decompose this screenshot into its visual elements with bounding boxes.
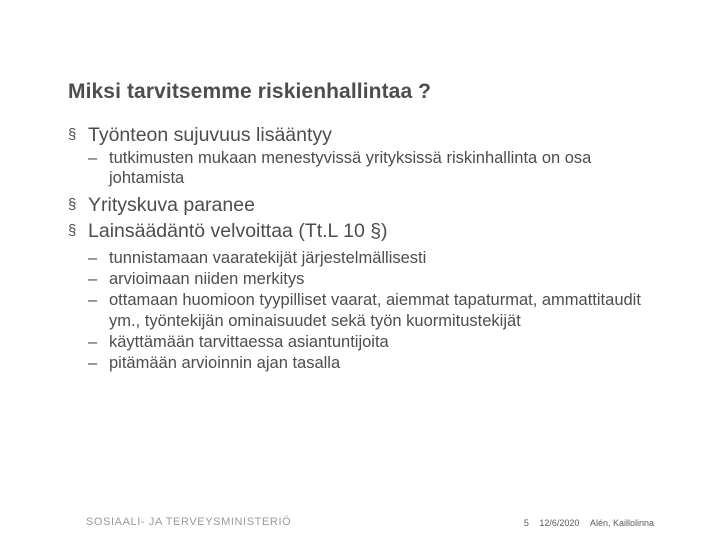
sub-bullet-text: käyttämään tarvittaessa asiantuntijoita bbox=[109, 333, 389, 351]
dash-bullet-icon: – bbox=[88, 249, 98, 267]
sub-bullet-item bbox=[68, 148, 668, 188]
sub-bullet-text: tutkimusten mukaan menestyvissä yrityksissä riskinhallinta on osa johtamista bbox=[109, 149, 592, 187]
sub-bullet-item bbox=[68, 353, 668, 374]
sub-bullet-item bbox=[68, 290, 668, 332]
bullet-item bbox=[68, 218, 668, 244]
dash-bullet-icon: – bbox=[88, 149, 98, 167]
section-bullet-icon: § bbox=[68, 196, 77, 213]
ministry-logo: SOSIAALI- JA TERVEYSMINISTERIÖ bbox=[86, 516, 292, 528]
section-bullet-icon: § bbox=[68, 126, 77, 143]
bullet-text: Lainsäädäntö velvoittaa (Tt.L 10 §) bbox=[88, 220, 388, 242]
sub-bullet-text: pitämään arvioinnin ajan tasalla bbox=[109, 354, 341, 372]
bullet-item bbox=[68, 192, 668, 218]
sub-bullet-item bbox=[68, 332, 668, 353]
dash-bullet-icon: – bbox=[88, 354, 98, 372]
footer-date: 12/6/2020 bbox=[539, 518, 580, 528]
bullet-text: Työnteon sujuvuus lisääntyy bbox=[88, 124, 332, 146]
bullet-item bbox=[68, 122, 668, 148]
section-bullet-icon: § bbox=[68, 222, 77, 239]
sub-bullet-text: tunnistamaan vaaratekijät järjestelmällisesti bbox=[109, 249, 427, 267]
slide-content bbox=[68, 122, 668, 374]
sub-bullet-text: arvioimaan niiden merkitys bbox=[109, 270, 305, 288]
footer-author: Alén, Kaillolinna bbox=[589, 518, 654, 528]
sub-bullet-item bbox=[68, 269, 668, 290]
dash-bullet-icon: – bbox=[88, 333, 98, 351]
slide-title: Miksi tarvitsemme riskienhallintaa ? bbox=[68, 80, 432, 103]
sub-bullet-text: ottamaan huomioon tyypilliset vaarat, aiemmat tapaturmat, ammattitaudit ym., työntekijän ominaisuudet sekä työn kuormitustekijät bbox=[109, 291, 641, 330]
slide-footer bbox=[524, 518, 654, 528]
sub-bullet-item bbox=[68, 248, 668, 269]
dash-bullet-icon: – bbox=[88, 270, 98, 288]
dash-bullet-icon: – bbox=[88, 291, 98, 309]
bullet-text: Yrityskuva paranee bbox=[88, 194, 255, 216]
page-number: 5 bbox=[523, 518, 529, 528]
